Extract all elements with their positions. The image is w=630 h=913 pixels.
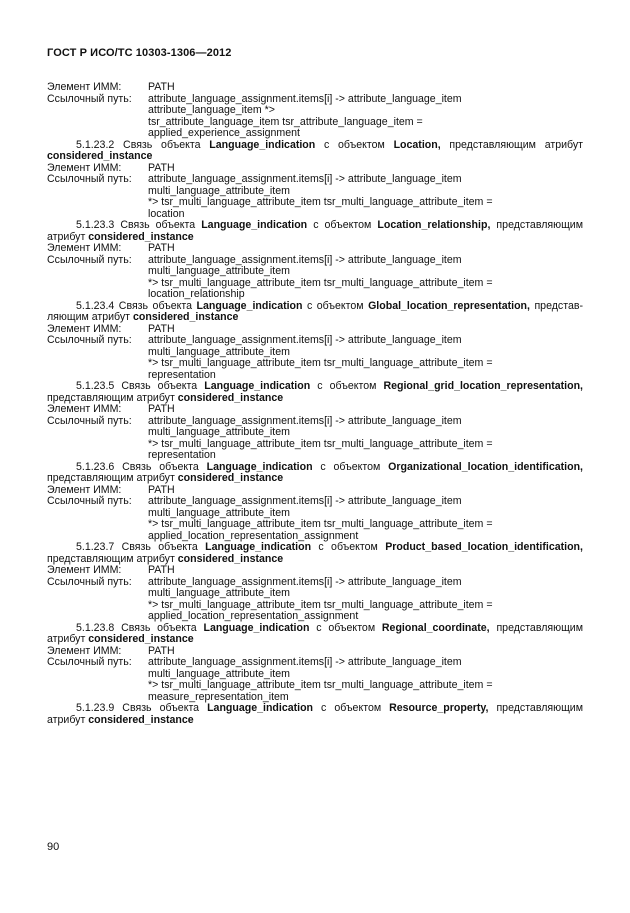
mapping-block-first: [47, 82, 583, 140]
path-line: multi_language_attribute_item: [148, 667, 290, 680]
path-line: attribute_language_assignment.items[i] -> attribute_language_item: [148, 334, 462, 346]
path-line: *> tsr_multi_language_attribute_item tsr_multi_language_attribute_item =: [148, 196, 493, 208]
path-line: applied_location_representation_assignment: [148, 529, 359, 542]
path-line: attribute_language_assignment.items[i] -> attribute_language_item: [148, 173, 462, 185]
path-line: representation: [148, 449, 216, 461]
page-content: [47, 82, 583, 726]
path-line: attribute_language_item *>: [148, 104, 275, 116]
path-line: multi_language_attribute_item: [148, 506, 290, 519]
path-line: measure_representation_item: [148, 690, 289, 703]
section-5-1-23-9: [47, 703, 583, 726]
element-value: PATH: [148, 322, 175, 335]
section-heading: 5.1.23.4 Связь объекта Language_indication с объектом Global_location_representation, представ-ляющим атрибут considered_instance: [47, 299, 583, 323]
path-line: *> tsr_multi_language_attribute_item tsr_multi_language_attribute_item =: [148, 598, 493, 611]
path-line: attribute_language_assignment.items[i] -> attribute_language_item: [148, 656, 462, 668]
ref-path-label: Ссылочный путь:: [47, 575, 132, 588]
path-line: attribute_language_assignment.items[i] -> attribute_language_item: [148, 414, 462, 427]
ref-path-label: Ссылочный путь:: [47, 495, 132, 507]
section-5-1-23-5: [47, 381, 583, 462]
element-value: PATH: [148, 81, 175, 93]
path-line: attribute_language_assignment.items[i] -> attribute_language_item: [148, 92, 462, 105]
path-line: multi_language_attribute_item: [148, 184, 290, 197]
path-line: *> tsr_multi_language_attribute_item tsr_multi_language_attribute_item =: [148, 518, 493, 530]
ref-path-label: Ссылочный путь:: [47, 92, 132, 105]
path-line: *> tsr_multi_language_attribute_item tsr_multi_language_attribute_item =: [148, 276, 493, 289]
ref-path-label: Ссылочный путь:: [47, 253, 132, 266]
element-value: PATH: [148, 564, 175, 576]
element-label: Элемент ИММ:: [47, 322, 122, 335]
path-line: multi_language_attribute_item: [148, 587, 290, 599]
path-line: location: [148, 207, 185, 220]
element-label: Элемент ИММ:: [47, 161, 122, 174]
path-line: applied_location_representation_assignment: [148, 610, 359, 622]
section-heading: 5.1.23.2 Связь объекта Language_indication с объектом Location, представляющим атрибут considered_instance: [47, 138, 583, 162]
path-line: multi_language_attribute_item: [148, 426, 290, 438]
section-5-1-23-3: [47, 220, 583, 301]
element-value: PATH: [148, 644, 175, 657]
path-line: applied_experience_assignment: [148, 127, 300, 139]
element-label: Элемент ИММ:: [47, 483, 122, 496]
section-heading: 5.1.23.3 Связь объекта Language_indication с объектом Location_relationship, представляющим атрибут considered_instance: [47, 219, 583, 243]
path-line: multi_language_attribute_item: [148, 345, 290, 358]
section-heading: 5.1.23.8 Связь объекта Language_indication с объектом Regional_coordinate, представляющим атрибут considered_instance: [47, 621, 583, 645]
ref-path-label: Ссылочный путь:: [47, 173, 132, 185]
document-header: ГОСТ Р ИСО/ТС 10303-1306—2012: [47, 47, 232, 59]
path-line: *> tsr_multi_language_attribute_item tsr_multi_language_attribute_item =: [148, 679, 493, 691]
element-label: Элемент ИММ:: [47, 644, 122, 657]
section-heading: 5.1.23.9 Связь объекта Language_indication с объектом Resource_property, представляющим атрибут considered_instance: [47, 702, 583, 726]
section-5-1-23-6: [47, 462, 583, 543]
element-value: PATH: [148, 403, 175, 415]
path-line: tsr_attribute_language_item tsr_attribute_language_item =: [148, 115, 423, 128]
element-value: PATH: [148, 242, 175, 254]
path-line: *> tsr_multi_language_attribute_item tsr_multi_language_attribute_item =: [148, 357, 493, 369]
section-5-1-23-4: [47, 301, 583, 382]
section-heading: 5.1.23.6 Связь объекта Language_indication с объектом Organizational_location_identification, представляющим атрибут considered_instance: [47, 460, 583, 484]
page-number: 90: [47, 841, 60, 853]
ref-path-label: Ссылочный путь:: [47, 656, 132, 668]
path-line: location_relationship: [148, 288, 245, 300]
section-heading: 5.1.23.7 Связь объекта Language_indication с объектом Product_based_location_identification, представляющим атрибут considered_instance: [47, 541, 583, 565]
path-line: *> tsr_multi_language_attribute_item tsr_multi_language_attribute_item =: [148, 437, 493, 450]
element-value: PATH: [148, 161, 175, 174]
ref-path-label: Ссылочный путь:: [47, 334, 132, 346]
section-5-1-23-8: [47, 623, 583, 704]
path-line: attribute_language_assignment.items[i] -> attribute_language_item: [148, 253, 462, 266]
element-label: Элемент ИММ:: [47, 403, 122, 415]
section-heading: 5.1.23.5 Связь объекта Language_indication с объектом Regional_grid_location_representation, представляющим атрибут considered_instance: [47, 380, 583, 404]
path-line: attribute_language_assignment.items[i] -> attribute_language_item: [148, 575, 462, 588]
path-line: attribute_language_assignment.items[i] -> attribute_language_item: [148, 495, 462, 507]
path-line: representation: [148, 368, 216, 381]
ref-path-label: Ссылочный путь:: [47, 414, 132, 427]
element-label: Элемент ИММ:: [47, 81, 122, 93]
path-line: multi_language_attribute_item: [148, 265, 290, 277]
element-value: PATH: [148, 483, 175, 496]
section-5-1-23-7: [47, 542, 583, 623]
element-label: Элемент ИММ:: [47, 242, 122, 254]
element-label: Элемент ИММ:: [47, 564, 122, 576]
section-5-1-23-2: [47, 140, 583, 221]
